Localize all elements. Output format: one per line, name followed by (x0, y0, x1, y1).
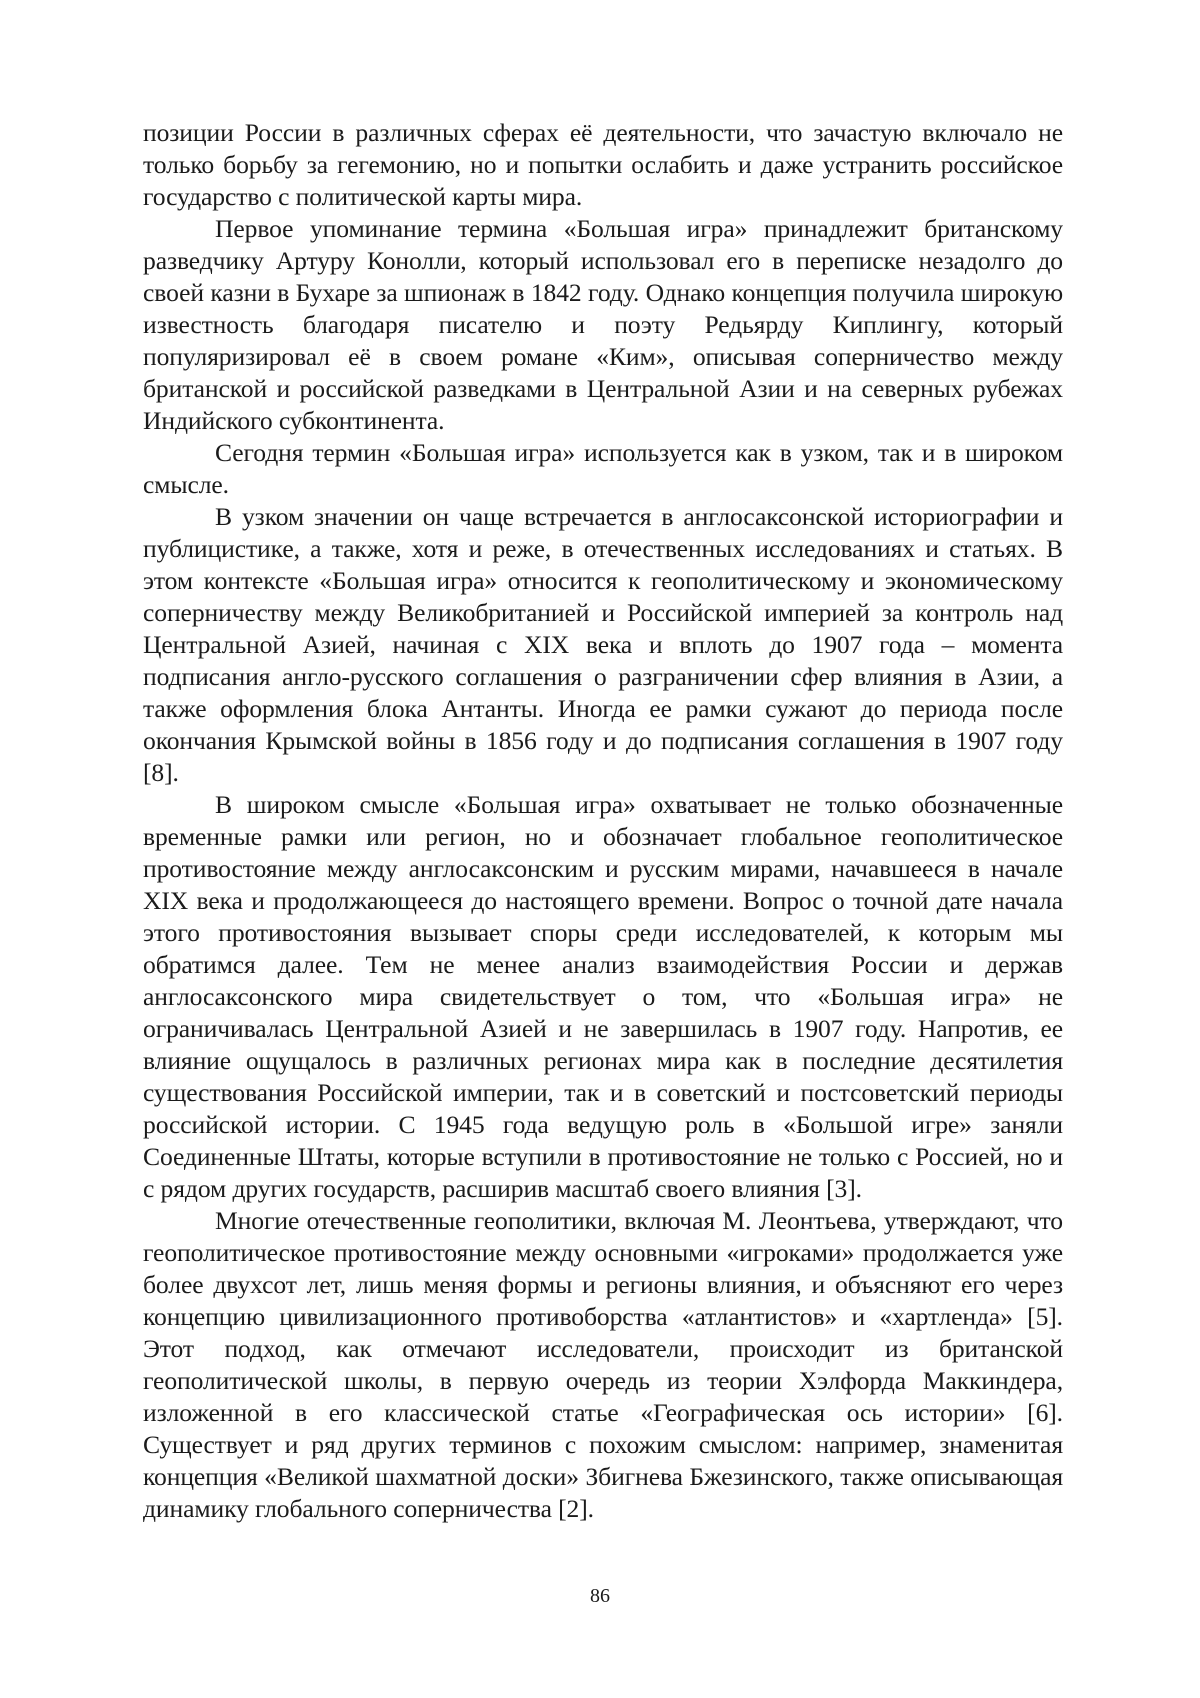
paragraph-continuation: позиции России в различных сферах её деятельности, что зачастую включало не только борьбу за гегемонию, но и попытки ослабить и даже устранить российское государство с политической карты мира. (143, 117, 1063, 213)
body-text (143, 117, 1063, 1525)
page-number: 86 (0, 1584, 1200, 1608)
paragraph-great-game-origin: Первое упоминание термина «Большая игра» принадлежит британскому разведчику Артуру Конолли, который использовал его в переписке незадолго до своей казни в Бухаре за шпионаж в 1842 году. Однако концепция получила широкую известность благодаря писателю и поэту Редьярду Киплингу, который популяризировал её в своем романе «Ким», описывая соперничество между британской и российской разведками в Центральной Азии и на северных рубежах Индийского субконтинента. (143, 213, 1063, 437)
paragraph-geopoliticians: Многие отечественные геополитики, включая М. Леонтьева, утверждают, что геополитическое противостояние между основными «игроками» продолжается уже более двухсот лет, лишь меняя формы и регионы влияния, и объясняют его через концепцию цивилизационного противоборства «атлантистов» и «хартленда» [5]. Этот подход, как отмечают исследователи, происходит из британской геополитической школы, в первую очередь из теории Хэлфорда Маккиндера, изложенной в его классической статье «Географическая ось истории» [6]. Существует и ряд других терминов с похожим смыслом: например, знаменитая концепция «Великой шахматной доски» Збигнева Бжезинского, также описывающая динамику глобального соперничества [2]. (143, 1205, 1063, 1525)
paragraph-broad-meaning: В широком смысле «Большая игра» охватывает не только обозначенные временные рамки или регион, но и обозначает глобальное геополитическое противостояние между англосаксонским и русским мирами, начавшееся в начале XIX века и продолжающееся до настоящего времени. Вопрос о точной дате начала этого противостояния вызывает споры среди исследователей, к которым мы обратимся далее. Тем не менее анализ взаимодействия России и держав англосаксонского мира свидетельствует о том, что «Большая игра» не ограничивалась Центральной Азией и не завершилась в 1907 году. Напротив, ее влияние ощущалось в различных регионах мира как в последние десятилетия существования Российской империи, так и в советский и постсоветский периоды российской истории. С 1945 года ведущую роль в «Большой игре» заняли Соединенные Штаты, которые вступили в противостояние не только с Россией, но и с рядом других государств, расширив масштаб своего влияния [3]. (143, 789, 1063, 1205)
paragraph-narrow-meaning: В узком значении он чаще встречается в англосаксонской историографии и публицистике, а также, хотя и реже, в отечественных исследованиях и статьях. В этом контексте «Большая игра» относится к геополитическому и экономическому соперничеству между Великобританией и Российской империей за контроль над Центральной Азией, начиная с XIX века и вплоть до 1907 года – момента подписания англо-русского соглашения о разграничении сфер влияния в Азии, а также оформления блока Антанты. Иногда ее рамки сужают до периода после окончания Крымской войны в 1856 году и до подписания соглашения в 1907 году [8]. (143, 501, 1063, 789)
paragraph-term-usage: Сегодня термин «Большая игра» используется как в узком, так и в широком смысле. (143, 437, 1063, 501)
document-page (0, 0, 1200, 1698)
